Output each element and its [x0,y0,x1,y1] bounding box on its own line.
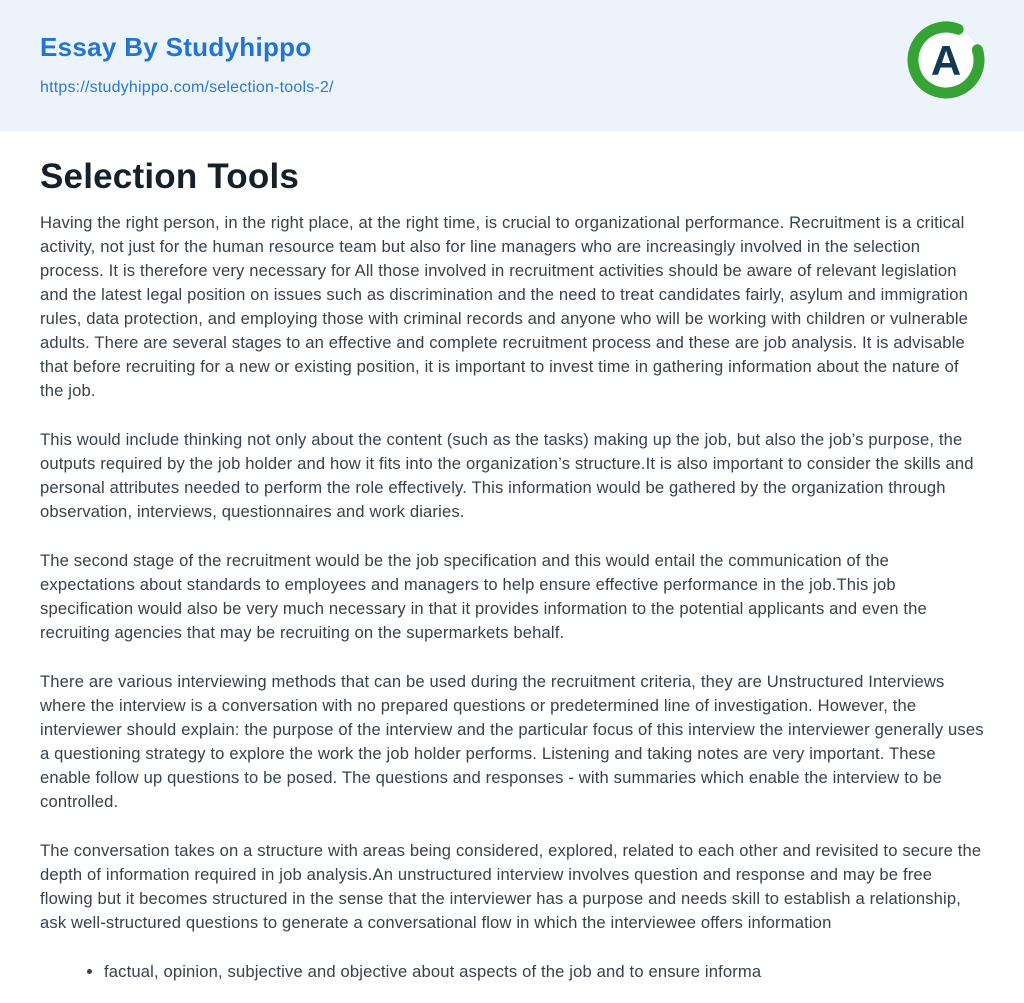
site-title: Essay By Studyhippo [40,32,312,62]
page-title: Selection Tools [40,157,300,196]
article-paragraph: The second stage of the recruitment would be the job specification and this would entail the communication of the expectations about standards to employees and managers to help ensure effective performance in the job.This job specification would also be very much necessary in that it provides information to the potential applicants and even the recruiting agencies that may be recruiting on the supermarkets behalf. [40,551,927,642]
studyhippo-logo-icon [907,21,985,99]
logo-letter: A [930,37,962,84]
paragraph-list [40,211,984,935]
logo-ring-icon [907,21,985,99]
bullet-item: • factual, opinion, subjective and objective about aspects of the job and to ensure informa [104,960,984,984]
article-body [40,211,984,984]
article [0,157,1024,984]
source-url-link[interactable]: https://studyhippo.com/selection-tools-2/ [40,79,334,96]
bullet-list [40,960,984,984]
article-paragraph: This would include thinking not only about the content (such as the tasks) making up the job, but also the job’s purpose, the outputs required by the job holder and how it fits into the organization’s structure.It is also important to consider the skills and personal attributes needed to perform the role effectively. This information would be gathered by the organization through observation, interviews, questionnaires and work diaries. [40,430,974,521]
article-paragraph: Having the right person, in the right place, at the right time, is crucial to organizational performance. Recruitment is a critical activity, not just for the human resource team but also for line managers who are increasingly involved in the selection process. It is therefore very necessary for All those involved in recruitment activities should be aware of relevant legislation and the latest legal position on issues such as discrimination and the need to treat candidates fairly, asylum and immigration rules, data protection, and employing those with criminal records and anyone who will be working with children or vulnerable adults. There are several stages to an effective and complete recruitment process and these are job analysis. It is advisable that before recruiting for a new or existing position, it is important to invest time in gathering information about the nature of the job. [40,213,969,400]
article-paragraph: There are various interviewing methods that can be used during the recruitment criteria, they are Unstructured Interviews where the interview is a conversation with no prepared questions or predetermined line of investigation. However, the interviewer should explain: the purpose of the interview and the particular focus of this interview the interviewer generally uses a questioning strategy to explore the work the job holder performs. Listening and taking notes are very important. These enable follow up questions to be posed. The questions and responses - with summaries which enable the interview to be controlled. [40,672,984,811]
article-paragraph: The conversation takes on a structure with areas being considered, explored, related to each other and revisited to secure the depth of information required in job analysis.An unstructured interview involves question and response and may be free flowing but it becomes structured in the sense that the interviewer has a purpose and needs skill to establish a relationship, ask well-structured questions to generate a conversational flow in which the interviewee offers information [40,841,982,932]
site-header [0,0,1024,131]
